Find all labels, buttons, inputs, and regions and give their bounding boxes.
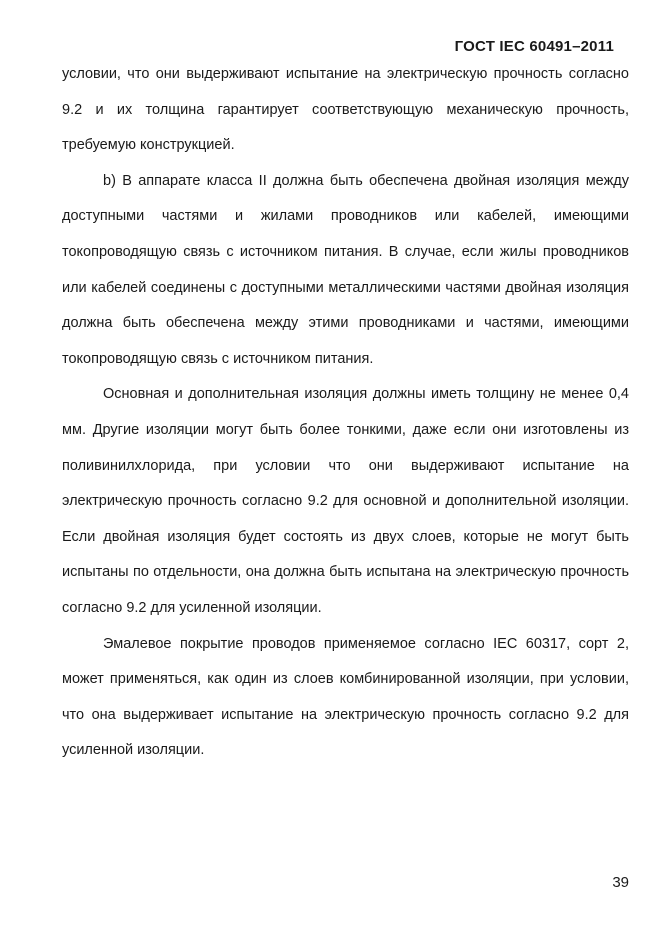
paragraph-insulation-thickness: Основная и дополнительная изоляция должны иметь толщину не менее 0,4 мм. Другие изоляции могут быть более тонкими, даже если они изготовлены из поливинилхлорида, при условии что они выдерживают испытание на электрическую прочность согласно 9.2 для основной и дополнительной изоляции. Если двойная изоляция будет состоять из двух слоев, которые не могут быть испытаны по отдельности, она должна быть испытана на электрическую прочность согласно 9.2 для усиленной изоляции. [62, 386, 629, 616]
page-number: 39 [612, 874, 629, 891]
paragraph-enamel-coating: Эмалевое покрытие проводов применяемое согласно IEC 60317, сорт 2, может применяться, как один из слоев комбинированной изоляции, при условии, что она выдерживает испытание на электрическую прочность согласно 9.2 для усиленной изоляции. [62, 635, 629, 759]
document-body [62, 57, 629, 769]
paragraph-continuation: условии, что они выдерживают испытание на электрическую прочность согласно 9.2 и их толщина гарантирует соответствующую механическую прочность, требуемую конструкцией. [62, 66, 629, 154]
document-header: ГОСТ IEC 60491–2011 [454, 38, 614, 55]
paragraph-class-ii: b) В аппарате класса II должна быть обеспечена двойная изоляция между доступными частями и жилами проводников или кабелей, имеющими токопроводящую связь с источником питания. В случае, если жилы проводников или кабелей соединены с доступными металлическими частями двойная изоляция должна быть обеспечена между этими проводниками и частями, имеющими токопроводящую связь с источником питания. [62, 172, 629, 367]
